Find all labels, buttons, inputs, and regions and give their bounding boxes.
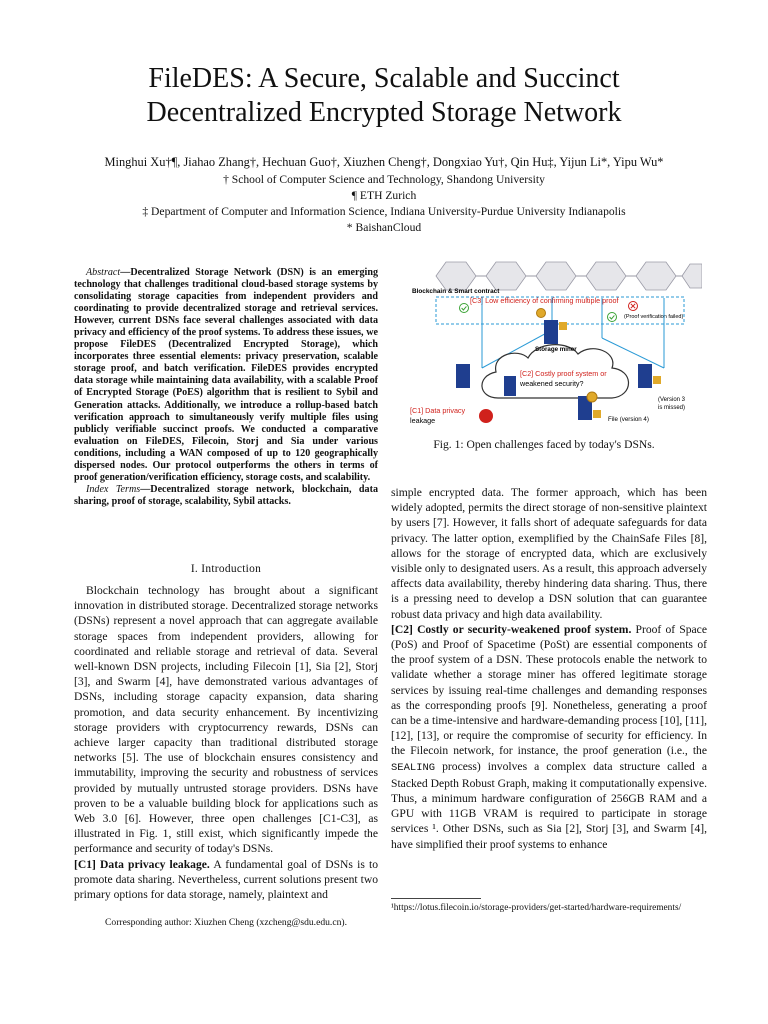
c2-text-b: process) involves a complex data structure called a Stacked Depth Robust Graph, making it computationally expensive. Thus, a minimum hardware configuration of 256GB RAM and a GPU with 11GB VRAM is required to participate in storage services ¹. Other DSNs, such as Sia [2], Storj [3], and Swarm [4], have simplified their proof systems to enhance xyxy=(391,759,707,851)
label-c3: [C3] Low efficiency of confirming multiple proof xyxy=(470,296,619,305)
index-terms-text: —Decentralized storage network, blockchain, data sharing, proof of storage, scalability, Sybil attacks. xyxy=(74,483,378,507)
paper-title xyxy=(0,62,768,130)
right-column-body xyxy=(391,485,707,852)
section-heading: I. Introduction xyxy=(190,563,262,575)
intro-paragraph: Blockchain technology has brought about a significant innovation in distributed storage. Decentralized storage networks (DSNs) represent a novel approach that can aggregate available storage spaces from independent providers, allowing for coordinated and reliable storage and retrieval of data. Several well-known DSN projects, including Filecoin [1], Sia [2], Storj [3], and Swarm [4], have demonstrated various advantages of DSNs, including storage capacity expansion, data sharing promotion, and data security enhancement. By incentivizing storage providers with cryptocurrency rewards, DSNs can achieve larger capacity than traditional distributed storage networks [5]. The use of blockchain ensures consistency and immutability, improving the security and robustness of services provided by mutually untrusted storage providers. DSNs have proven to be a valuable building block for applications such as Web 3.0 [6]. However, three open challenges [C1-C3], as illustrated in Fig. 1, still exist, which significantly impede the performance and security of today's DSNs. xyxy=(74,584,378,856)
label-version3-line2: is missed) xyxy=(658,405,686,411)
abstract xyxy=(74,267,378,508)
c2-heading: [C2] Costly or security-weakened proof system. xyxy=(391,622,632,636)
coin-icon xyxy=(587,392,597,402)
figure-1 xyxy=(402,258,702,430)
label-storage-miner: Storage miner xyxy=(535,346,577,353)
sealing-keyword: SEALING xyxy=(391,761,436,774)
footnote: ¹https://lotus.filecoin.io/storage-providers/get-started/hardware-requirements/ xyxy=(391,903,682,913)
label-version3-line1: (Version 3 xyxy=(658,397,686,403)
coin-icon xyxy=(537,309,546,318)
server-icon xyxy=(638,364,661,388)
blockchain-hexagons xyxy=(436,262,702,290)
title-line-2: Decentralized Encrypted Storage Network xyxy=(146,97,622,128)
affiliation-1: † School of Computer Science and Technology, Shandong University xyxy=(223,173,545,186)
label-c2-line2: weakened security? xyxy=(520,379,584,388)
server-icon xyxy=(504,376,516,396)
label-c1-line2: leakage xyxy=(410,416,436,425)
label-proof-failed: (Proof verification failed) xyxy=(624,314,684,320)
c2-text-a: Proof of Space (PoS) and Proof of Spacetime (PoSt) are essential components of the proof system of a DSN. These protocols enable the network to validate whether a storage miner has offered legitimate storage services by issuing real-time challenges and demanding responses as the corresponding proofs [9]. Nonetheless, generating a proof can be a time-intensive and hardware-demanding process [10], [11], [12], [13], or require the compromise of security for efficiency. In the Filecoin network, for instance, the proof generation (i.e., the xyxy=(391,622,707,758)
affiliation-2: ¶ ETH Zurich xyxy=(351,189,417,202)
label-c1-line1: [C1] Data privacy xyxy=(410,406,466,415)
check-icon xyxy=(608,313,617,322)
server-icon xyxy=(456,364,470,388)
figure-caption: Fig. 1: Open challenges faced by today's DSNs. xyxy=(433,438,655,451)
affiliation-4: * BaishanCloud xyxy=(346,221,422,234)
label-blockchain: Blockchain & Smart contract xyxy=(412,288,500,295)
c1-text: A fundamental goal of DSNs is to promote data sharing. Nevertheless, current solutions present two primary options for data storage, namely, plaintext and xyxy=(74,857,379,902)
abstract-text: —Decentralized Storage Network (DSN) is an emerging technology that challenges traditional cloud-based storage systems by consolidating storage capacities from independent providers and coordinating to provide decentralized storage and retrieval services. However, current DSNs face several challenges associated with data privacy and efficiency of the proof systems. To address these issues, we propose FileDES (Decentralized Encrypted Storage), which incorporates three essential elements: privacy preservation, scalable storage proof, and batch verification. FileDES provides encrypted data storage while maintaining data availability, with a scalable Proof of Encrypted Storage (PoES) algorithm that is resilient to Sybil and Generation attacks. Additionally, we introduce a rollup-based batch verification approach to simultaneously verify multiple files using publicly verifiable succinct proofs. We conducted a comparative evaluation on FileDES, Filecoin, Storj and Sia under various conditions, including a WAN composed of up to 120 geographically dispersed nodes. Our protocol outperforms the others in terms of proof generation/verification efficiency, storage costs, and scalability. xyxy=(74,267,378,483)
author-list: Minghui Xu†¶, Jiahao Zhang†, Hechuan Guo†, Xiuzhen Cheng†, Dongxiao Yu†, Qin Hu‡, Yijun Li*, Yipu Wu* xyxy=(104,155,664,169)
affiliation-3: ‡ Department of Computer and Information Science, Indiana University-Purdue University Indianapolis xyxy=(142,205,626,218)
index-terms-label: Index Terms xyxy=(86,483,141,495)
privacy-leak-icon xyxy=(479,409,493,423)
check-icon xyxy=(460,304,469,313)
c1-heading: [C1] Data privacy leakage. xyxy=(74,857,210,871)
label-c2-line1: [C2] Costly proof system or xyxy=(520,369,607,378)
label-file-v4: File (version 4) xyxy=(608,416,649,423)
footnote-rule xyxy=(391,898,481,899)
server-icon xyxy=(544,320,567,344)
abstract-label: Abstract xyxy=(86,267,121,278)
left-column-body xyxy=(74,583,378,902)
corresponding-author: Corresponding author: Xiuzhen Cheng (xzcheng@sdu.edu.cn). xyxy=(105,917,347,928)
title-line-1: FileDES: A Secure, Scalable and Succinct xyxy=(148,63,620,94)
right-paragraph-1: simple encrypted data. The former approach, which has been widely adopted, permits the direct storage of non-sensitive plaintext by users [7]. However, it falls short of adequate safeguards for data privacy. The latter option, exemplified by the ChainSafe Files [8], allows for the storage of encrypted data, which are exclusively visible only to designated users. As a result, this approach adversely affects data availability, thereby hindering data sharing. Thus, there is a pressing need to develop a DSN solution that can guarantee robust data privacy and high data availability. xyxy=(391,486,707,621)
